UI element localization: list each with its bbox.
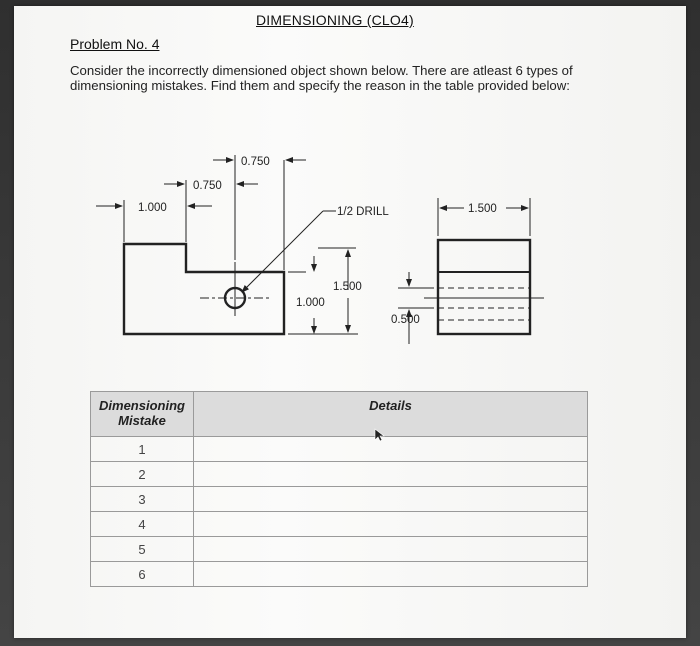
row-number: 5: [91, 537, 194, 562]
problem-heading: Problem No. 4: [70, 36, 160, 52]
dim-label-right-width: 1.500: [468, 203, 497, 215]
dim-label-height: 1.500: [333, 281, 362, 293]
page-title: DIMENSIONING (CLO4): [256, 12, 414, 28]
details-cell[interactable]: [194, 462, 588, 487]
header-details: Details: [194, 392, 588, 437]
dim-label-top-a: 0.750: [241, 156, 270, 168]
drill-note-label: 1/2 DRILL: [337, 206, 389, 218]
row-number: 1: [91, 437, 194, 462]
details-cell[interactable]: [194, 537, 588, 562]
table-row: [91, 487, 588, 512]
table-row: [91, 537, 588, 562]
details-cell[interactable]: [194, 437, 588, 462]
drill-leader: [242, 211, 323, 292]
table-row: [91, 562, 588, 587]
row-number: 6: [91, 562, 194, 587]
mistakes-table: [90, 391, 588, 587]
row-number: 3: [91, 487, 194, 512]
row-number: 4: [91, 512, 194, 537]
mouse-cursor-icon: [374, 428, 388, 442]
front-view-outline: [124, 244, 284, 334]
table-header-row: [91, 392, 588, 437]
header-dimensioning-mistake: Dimensioning Mistake: [91, 392, 194, 437]
table-row: [91, 462, 588, 487]
dim-label-left: 1.000: [138, 202, 167, 214]
dim-label-top-b: 0.750: [193, 180, 222, 192]
dim-label-right-height: 0.500: [391, 314, 420, 326]
row-number: 2: [91, 462, 194, 487]
details-cell[interactable]: [194, 487, 588, 512]
table-row: [91, 437, 588, 462]
details-cell[interactable]: [194, 512, 588, 537]
drill-hole: [200, 262, 270, 316]
table-row: [91, 512, 588, 537]
problem-statement: Consider the incorrectly dimensioned object shown below. There are atleast 6 types of dimensioning mistakes. Find them and specify the reason in the table provided below:: [70, 63, 573, 93]
details-cell[interactable]: [194, 562, 588, 587]
dim-label-mid: 1.000: [296, 297, 325, 309]
